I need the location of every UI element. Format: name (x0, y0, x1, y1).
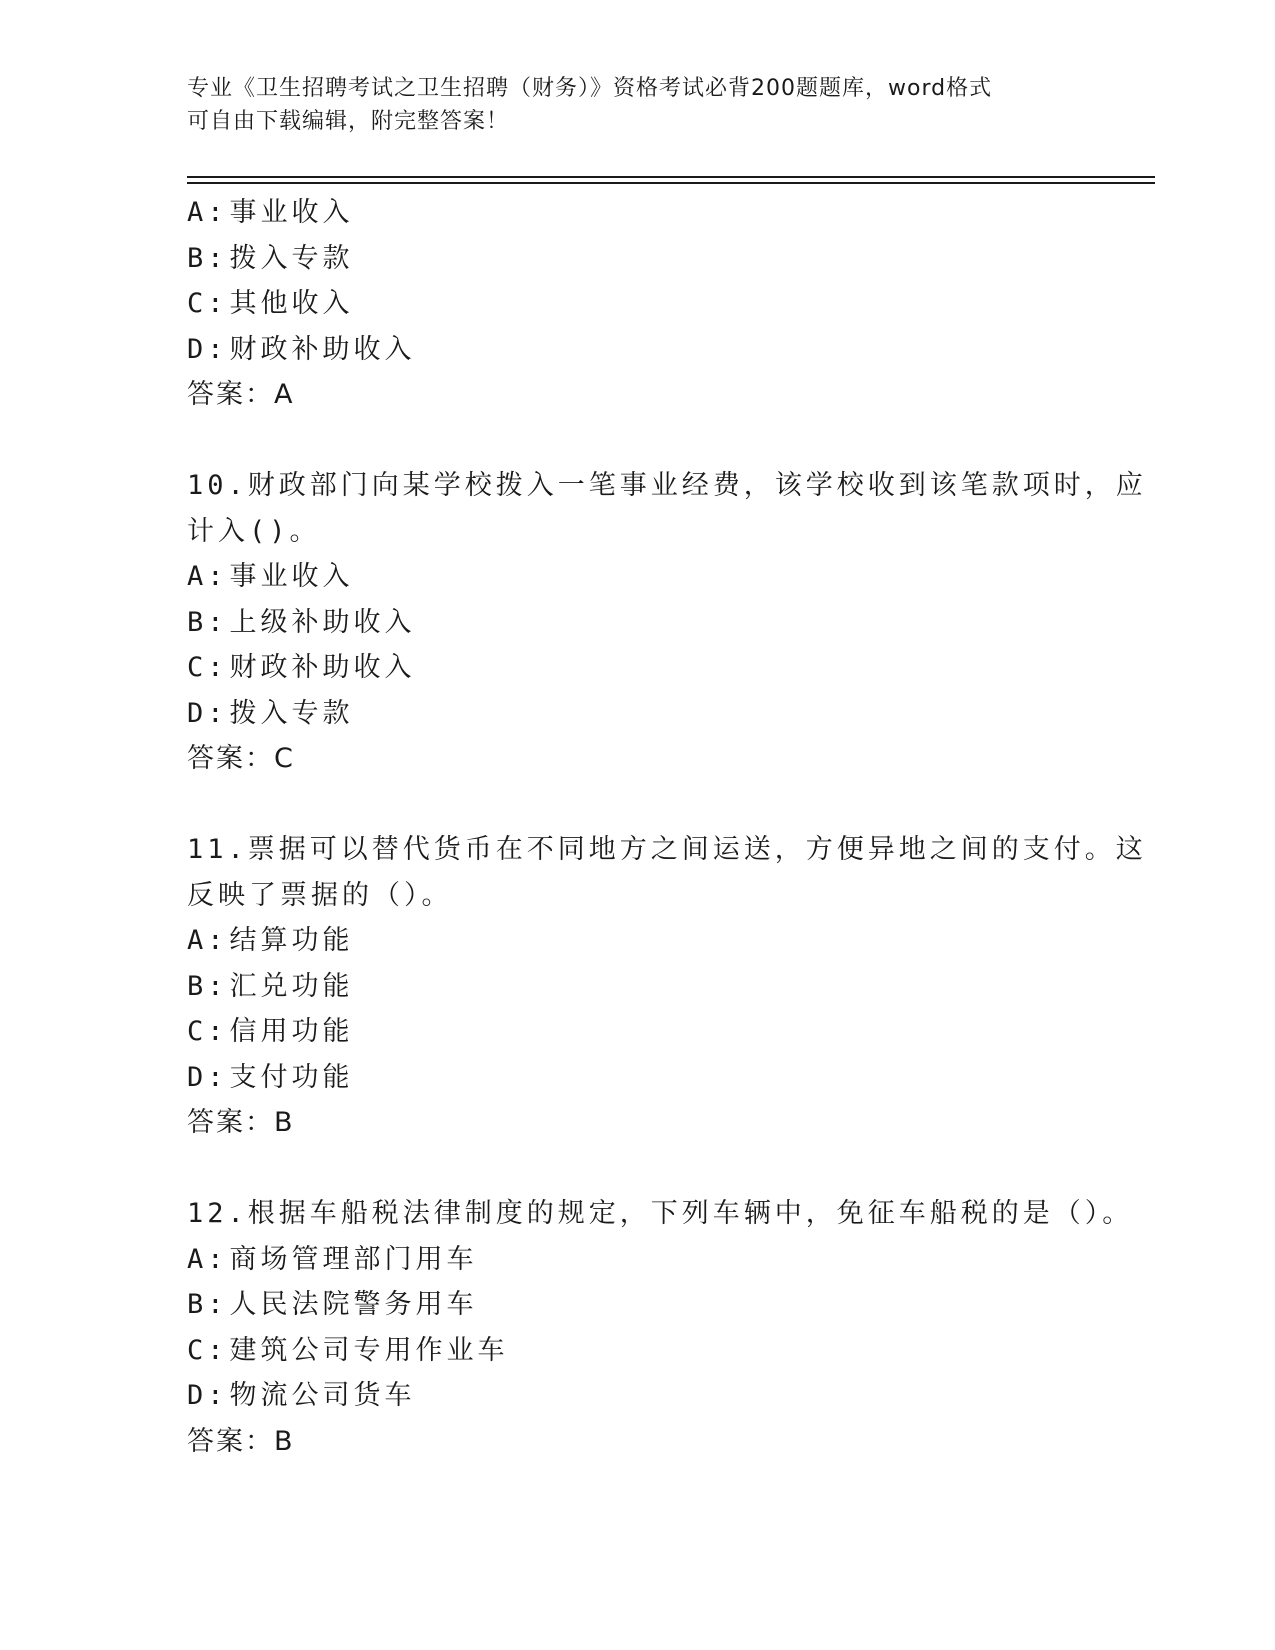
question-list (187, 190, 1147, 1464)
answer-line: 答案：B (187, 1425, 295, 1457)
option-text: 物流公司货车 (229, 1380, 416, 1411)
option-d (187, 1055, 1087, 1101)
option-a (187, 190, 1087, 236)
answer-line: 答案：B (187, 1107, 295, 1138)
option-text: 事业收入 (229, 561, 354, 592)
answer-line: 答案：C (187, 743, 295, 774)
option-b (187, 964, 1087, 1010)
option-letter: A: (187, 1243, 228, 1275)
option-c (187, 645, 1087, 691)
option-text: 事业收入 (229, 197, 354, 228)
question-text-line-1: 12.根据车船税法律制度的规定，下列车辆中，免征车船税的是（）。 (187, 1198, 1134, 1229)
option-letter: D: (187, 1061, 228, 1093)
option-d (187, 327, 1087, 373)
option-text: 汇兑功能 (229, 970, 354, 1002)
question-text-line-1: 11.票据可以替代货币在不同地方之间运送，方便异地之间的支付。这 (187, 834, 1147, 865)
header-divider-bottom (187, 182, 1155, 184)
option-text: 信用功能 (229, 1016, 354, 1047)
option-letter: C: (187, 1016, 228, 1047)
option-text: 结算功能 (229, 925, 354, 956)
option-letter: C: (187, 1334, 228, 1366)
option-letter: D: (187, 333, 228, 365)
option-letter: A: (187, 561, 228, 592)
question-text-line-2: 反映了票据的（）。 (187, 879, 453, 911)
option-text: 财政补助收入 (229, 652, 416, 683)
option-letter: A: (187, 197, 228, 228)
option-letter: B: (187, 242, 228, 274)
header-divider-top (187, 176, 1155, 178)
question-block-11 (187, 827, 1147, 1146)
option-text: 拨入专款 (229, 697, 354, 729)
document-header (187, 72, 1067, 138)
option-letter: A: (187, 925, 228, 956)
option-letter: B: (187, 970, 228, 1002)
option-text: 商场管理部门用车 (229, 1243, 478, 1275)
option-b (187, 600, 1087, 646)
question-text-line-1: 10.财政部门向某学校拨入一笔事业经费，该学校收到该笔款项时，应 (187, 470, 1147, 501)
option-d (187, 1373, 1087, 1419)
option-text: 上级补助收入 (229, 606, 416, 638)
question-block-9 (187, 190, 1087, 418)
option-a (187, 918, 1087, 964)
option-letter: B: (187, 1289, 228, 1320)
option-c (187, 281, 1087, 327)
option-text: 其他收入 (229, 288, 354, 319)
option-text: 建筑公司专用作业车 (229, 1334, 509, 1366)
header-line-1: 专业《卫生招聘考试之卫生招聘（财务）》资格考试必背200题题库，word格式 (187, 76, 993, 101)
option-text: 拨入专款 (229, 242, 354, 274)
question-text-line-2: 计入()。 (187, 515, 321, 547)
option-letter: D: (187, 1380, 228, 1411)
answer-line: 答案：A (187, 379, 295, 410)
option-text: 支付功能 (229, 1061, 354, 1093)
option-letter: D: (187, 697, 228, 729)
option-text: 财政补助收入 (229, 333, 416, 365)
option-b (187, 236, 1087, 282)
option-a (187, 554, 1087, 600)
option-c (187, 1328, 1087, 1374)
option-letter: C: (187, 652, 228, 683)
option-b (187, 1282, 1087, 1328)
block-spacer (187, 418, 1087, 464)
option-letter: C: (187, 288, 228, 319)
option-d (187, 691, 1087, 737)
header-line-2: 可自由下载编辑，附完整答案！ (187, 109, 510, 134)
question-block-10 (187, 463, 1147, 782)
question-block-12 (187, 1191, 1134, 1464)
option-text: 人民法院警务用车 (229, 1289, 478, 1320)
block-spacer (187, 1146, 1087, 1192)
option-c (187, 1009, 1087, 1055)
block-spacer (187, 782, 1087, 828)
option-a (187, 1237, 1087, 1283)
option-letter: B: (187, 606, 228, 638)
